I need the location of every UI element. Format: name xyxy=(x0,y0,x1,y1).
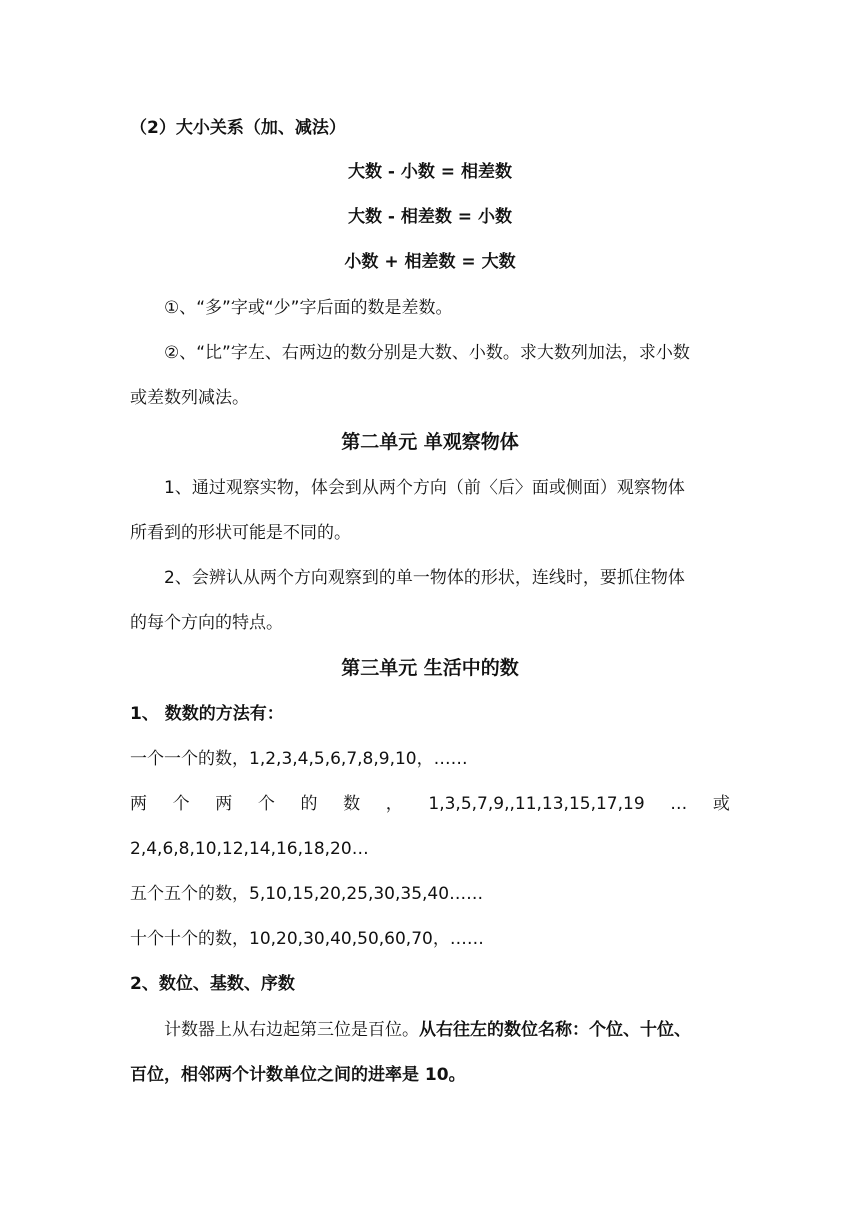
count-by-two-part: 两 xyxy=(130,794,147,814)
note-2-line1: ②、“比”字左、右两边的数分别是大数、小数。求大数列加法，求小数 xyxy=(164,343,690,363)
item2-normal-text: 计数器上从右边起第三位是百位。 xyxy=(164,1020,419,1040)
unit-2-p1-line2: 所看到的形状可能是不同的。 xyxy=(130,523,351,543)
count-by-two-part: 个 xyxy=(172,794,190,814)
unit-3-item1-title: 1、 数数的方法有： xyxy=(130,704,284,724)
unit-2-heading: 第二单元 单观察物体 xyxy=(341,431,519,453)
count-by-two-line2: 2,4,6,8,10,12,14,16,18,20… xyxy=(130,839,369,859)
count-by-two-part: 的 xyxy=(300,794,318,814)
unit-3-heading: 第三单元 生活中的数 xyxy=(341,657,519,679)
count-by-two-part: ， xyxy=(385,794,403,814)
unit-3-item2-line1 xyxy=(164,1019,691,1041)
formula-3: 小数 + 相差数 = 大数 xyxy=(344,252,516,272)
count-by-two-part: 1,3,5,7,9,,11,13,15,17,19 xyxy=(428,794,645,814)
unit-3-item2-line2: 百位，相邻两个计数单位之间的进率是 10。 xyxy=(130,1065,466,1085)
count-by-one: 一个一个的数，1,2,3,4,5,6,7,8,9,10，…… xyxy=(130,749,468,769)
note-1: ①、“多”字或“少”字后面的数是差数。 xyxy=(164,298,453,318)
item2-bold-text: 从右往左的数位名称：个位、十位、 xyxy=(419,1020,691,1040)
count-by-two-part: … xyxy=(670,794,688,814)
unit-2-p2-line2: 的每个方向的特点。 xyxy=(130,613,283,633)
unit-2-p2-line1: 2、会辨认从两个方向观察到的单一物体的形状，连线时，要抓住物体 xyxy=(164,568,685,588)
count-by-two-part: 个 xyxy=(257,794,275,814)
count-by-two-part: 或 xyxy=(712,794,730,814)
formula-2: 大数 - 相差数 = 小数 xyxy=(348,207,512,227)
unit-3-item2-title: 2、数位、基数、序数 xyxy=(130,974,295,994)
count-by-ten: 十个十个的数，10,20,30,40,50,60,70，…… xyxy=(130,929,484,949)
count-by-two-line1 xyxy=(130,793,730,815)
count-by-five: 五个五个的数，5,10,15,20,25,30,35,40…… xyxy=(130,884,484,904)
section-title-size-relation: （2）大小关系（加、减法） xyxy=(130,118,346,138)
count-by-two-part: 两 xyxy=(215,794,233,814)
formula-1: 大数 - 小数 = 相差数 xyxy=(348,162,512,182)
unit-2-p1-line1: 1、通过观察实物，体会到从两个方向（前〈后〉面或侧面）观察物体 xyxy=(164,478,685,498)
count-by-two-part: 数 xyxy=(343,794,361,814)
note-2-line2: 或差数列减法。 xyxy=(130,388,249,408)
